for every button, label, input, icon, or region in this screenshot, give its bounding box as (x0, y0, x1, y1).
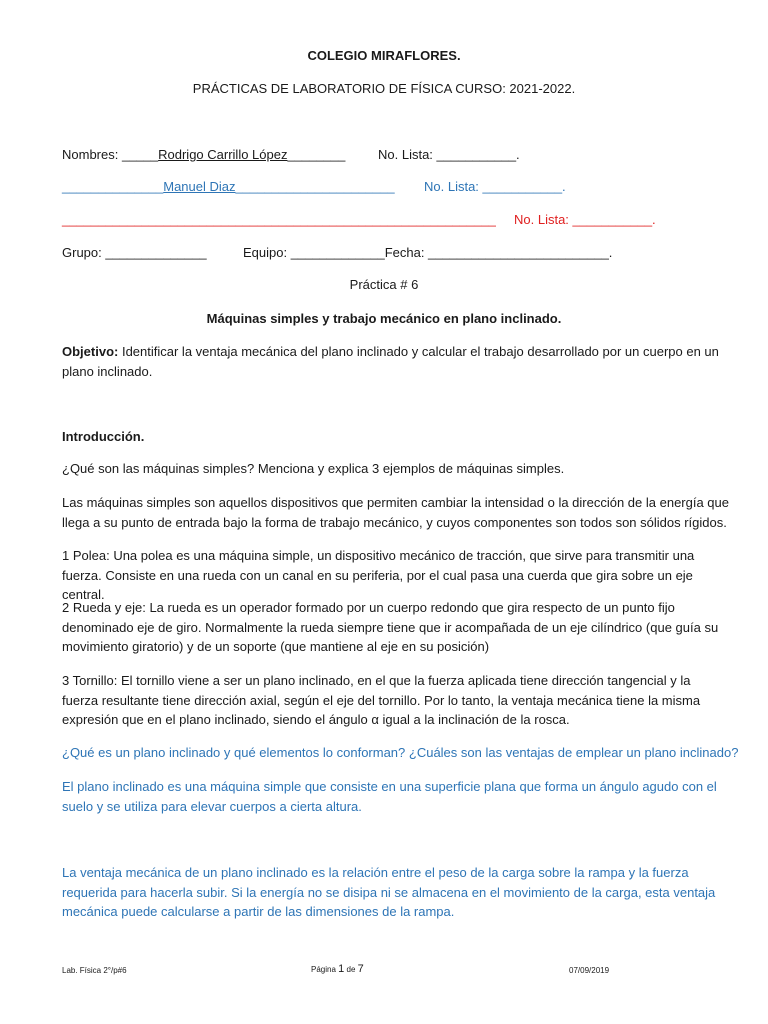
footer-page-current: 1 (338, 963, 345, 975)
intro-question-1: ¿Qué son las máquinas simples? Menciona y explica 3 ejemplos de máquinas simples. (62, 461, 565, 476)
objective-text: Identificar la ventaja mecánica del plano inclinado y calcular el trabajo desarrollado por un cuerpo en un plano inclinado. (62, 344, 719, 379)
intro-question-2: ¿Qué es un plano inclinado y qué elementos lo conforman? ¿Cuáles son las ventajas de emplear un plano inclinado? (62, 745, 739, 760)
practice-number: Práctica # 6 (349, 277, 419, 292)
practice-title: Máquinas simples y trabajo mecánico en plano inclinado. (206, 311, 562, 326)
answer-mechanical-advantage: La ventaja mecánica de un plano inclinado es la relación entre el peso de la carga sobre la rampa y la fuerza requerida para hacerla subir. Si la energía no se disipa ni se almacena en el movimiento de la carga, esta ventaja mecánica puede calcularse a partir de las dimensiones de la rampa. (62, 865, 716, 919)
student-name-1: Rodrigo Carrillo López (158, 147, 288, 162)
example-screw: 3 Tornillo: El tornillo viene a ser un plano inclinado, en el que la fuerza aplicada tiene dirección tangencial y la fuerza resultante tiene dirección axial, según el eje del tornillo. Por lo tanto, la ventaja mecánica tiene la misma expresión que en el plano inclinado, siendo el ángulo α igual a la inclinación de la rosca. (62, 673, 701, 727)
names-line-3: ____________________________________________________________ (62, 212, 496, 227)
names-line-2 (62, 177, 395, 197)
answer-inclined-plane: El plano inclinado es una máquina simple que consiste en una superficie plana que forma un ángulo agudo con el suelo y se utiliza para elevar cuerpos a cierta altura. (62, 779, 717, 814)
school-name: COLEGIO MIRAFLORES. (307, 48, 461, 63)
names-line-1 (62, 145, 345, 165)
footer-page-number (311, 963, 364, 976)
names-prefix: Nombres: _____ (62, 147, 159, 162)
footer-left: Lab. Física 2°/p#6 (62, 966, 127, 975)
list-number-3: No. Lista: ___________. (514, 212, 656, 227)
names-prefix-2: ______________ (62, 179, 164, 194)
list-number-1: No. Lista: ___________. (378, 147, 520, 162)
example-pulley: 1 Polea: Una polea es una máquina simple, un dispositivo mecánico de tracción, que sirve para transmitir una fuerza. Consiste en una rueda con un canal en su periferia, por el cual pasa una cuerda que gira sobre un eje central. (62, 548, 695, 602)
intro-heading: Introducción. (62, 429, 145, 444)
names-suffix: ________ (287, 147, 346, 162)
footer-page-label: Página (311, 965, 339, 974)
names-suffix-2: ______________________ (235, 179, 395, 194)
group-field: Grupo: ______________ (62, 245, 207, 260)
footer-date: 07/09/2019 (569, 966, 610, 975)
example-wheel-axle: 2 Rueda y eje: La rueda es un operador formado por un cuerpo redondo que gira respecto de un punto fijo denominado eje de giro. Normalmente la rueda siempre tiene que ir acompañada de un eje cilíndrico (que guía su movimiento giratorio) y de un soporte (que mantiene al eje en su posición) (62, 600, 719, 654)
intro-paragraph-1: Las máquinas simples son aquellos dispositivos que permiten cambiar la intensidad o la dirección de la energía que llega a su punto de entrada bajo la forma de trabajo mecánico, y cuyos componentes son todos son sólidos rígidos. (62, 495, 729, 530)
team-date-field: Equipo: _____________Fecha: _________________________. (243, 245, 613, 260)
footer-page-total: 7 (357, 963, 364, 975)
course-title: PRÁCTICAS DE LABORATORIO DE FÍSICA CURSO: 2021-2022. (192, 81, 576, 96)
student-name-2: Manuel Diaz (163, 179, 236, 194)
footer-page-of: de (344, 965, 358, 974)
objective-paragraph (62, 342, 730, 381)
objective-label: Objetivo: (62, 344, 119, 359)
list-number-2: No. Lista: ___________. (424, 179, 566, 194)
